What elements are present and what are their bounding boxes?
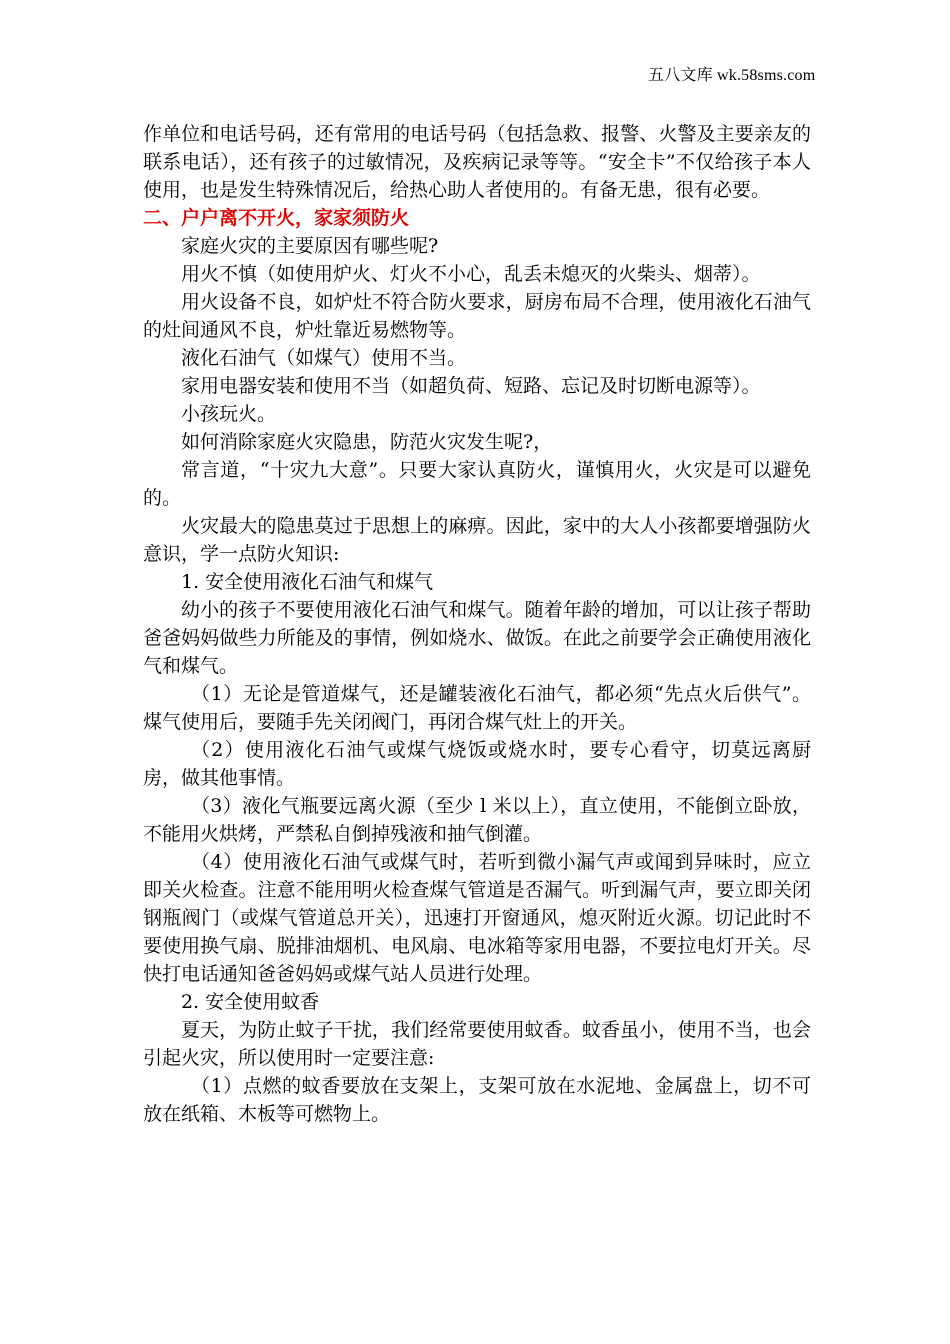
paragraph-saying: 常言道，“十灾九大意”。只要大家认真防火，谨慎用火，火灾是可以避免的。 <box>143 459 811 509</box>
subheading-mosquito-coil: 2. 安全使用蚊香 <box>181 991 320 1013</box>
paragraph-cause-appliances: 家用电器安装和使用不当（如超负荷、短路、忘记及时切断电源等）。 <box>181 375 761 397</box>
paragraph-cause-bad-equipment: 用火设备不良，如炉灶不符合防火要求，厨房布局不合理，使用液化石油气的灶间通风不良，炉灶靠近易燃物等。 <box>143 291 811 341</box>
paragraph-mosquito-intro: 夏天，为防止蚊子干扰，我们经常要使用蚊香。蚊香虽小，使用不当，也会引起火灾，所以使用时一定要注意: <box>143 1019 811 1069</box>
paragraph-cause-careless-fire: 用火不慎（如使用炉火、灯火不小心，乱丢未熄灭的火柴头、烟蒂）。 <box>181 263 761 285</box>
list-item-mosquito-1: （1）点燃的蚊香要放在支架上，支架可放在水泥地、金属盘上，切不可放在纸箱、木板等可燃物上。 <box>143 1075 811 1125</box>
list-item-gas-3: （3）液化气瓶要远离火源（至少 l 米以上），直立使用，不能倒立卧放，不能用火烘烤，严禁私自倒掉残液和抽气倒灌。 <box>143 795 811 845</box>
document-body <box>143 120 811 1128</box>
paragraph-question-causes: 家庭火灾的主要原因有哪些呢? <box>181 235 439 257</box>
paragraph-question-prevention: 如何消除家庭火灾隐患，防范火灾发生呢?， <box>181 431 553 453</box>
subheading-gas-safety: 1. 安全使用液化石油气和煤气 <box>181 571 434 593</box>
paragraph-awareness: 火灾最大的隐患莫过于思想上的麻痹。因此，家中的大人小孩都要增强防火意识，学一点防火知识: <box>143 515 811 565</box>
list-item-gas-4: （4）使用液化石油气或煤气时，若听到微小漏气声或闻到异味时，应立即关火检查。注意不能用明火检查煤气管道是否漏气。听到漏气声，要立即关闭钢瓶阀门（或煤气管道总开关），迅速打开窗通风，熄灭附近火源。切记此时不要使用换气扇、脱排油烟机、电风扇、电冰箱等家用电器，不要拉电灯开关。尽快打电话通知爸爸妈妈或煤气站人员进行处理。 <box>143 851 811 985</box>
list-item-gas-2: （2）使用液化石油气或煤气烧饭或烧水时，要专心看守，切莫远离厨房，做其他事情。 <box>143 739 811 789</box>
section-heading-fire-prevention: 二、户户离不开火，家家须防火 <box>143 207 410 229</box>
paragraph-cause-children: 小孩玩火。 <box>181 403 277 425</box>
page-header-source: 五八文库 wk.58sms.com <box>648 67 816 84</box>
paragraph-safety-card-continued: 作单位和电话号码，还有常用的电话号码（包括急救、报警、火警及主要亲友的联系电话），还有孩子的过敏情况，及疾病记录等等。“安全卡”不仅给孩子本人使用，也是发生特殊情况后，给热心助人者使用的。有备无患，很有必要。 <box>143 123 811 201</box>
paragraph-cause-lpg-misuse: 液化石油气（如煤气）使用不当。 <box>181 347 467 369</box>
list-item-gas-1: （1）无论是管道煤气，还是罐装液化石油气，都必须“先点火后供气”。煤气使用后，要随手先关闭阀门，再闭合煤气灶上的开关。 <box>143 683 811 733</box>
paragraph-gas-intro: 幼小的孩子不要使用液化石油气和煤气。随着年龄的增加，可以让孩子帮助爸爸妈妈做些力所能及的事情，例如烧水、做饭。在此之前要学会正确使用液化气和煤气。 <box>143 599 811 677</box>
